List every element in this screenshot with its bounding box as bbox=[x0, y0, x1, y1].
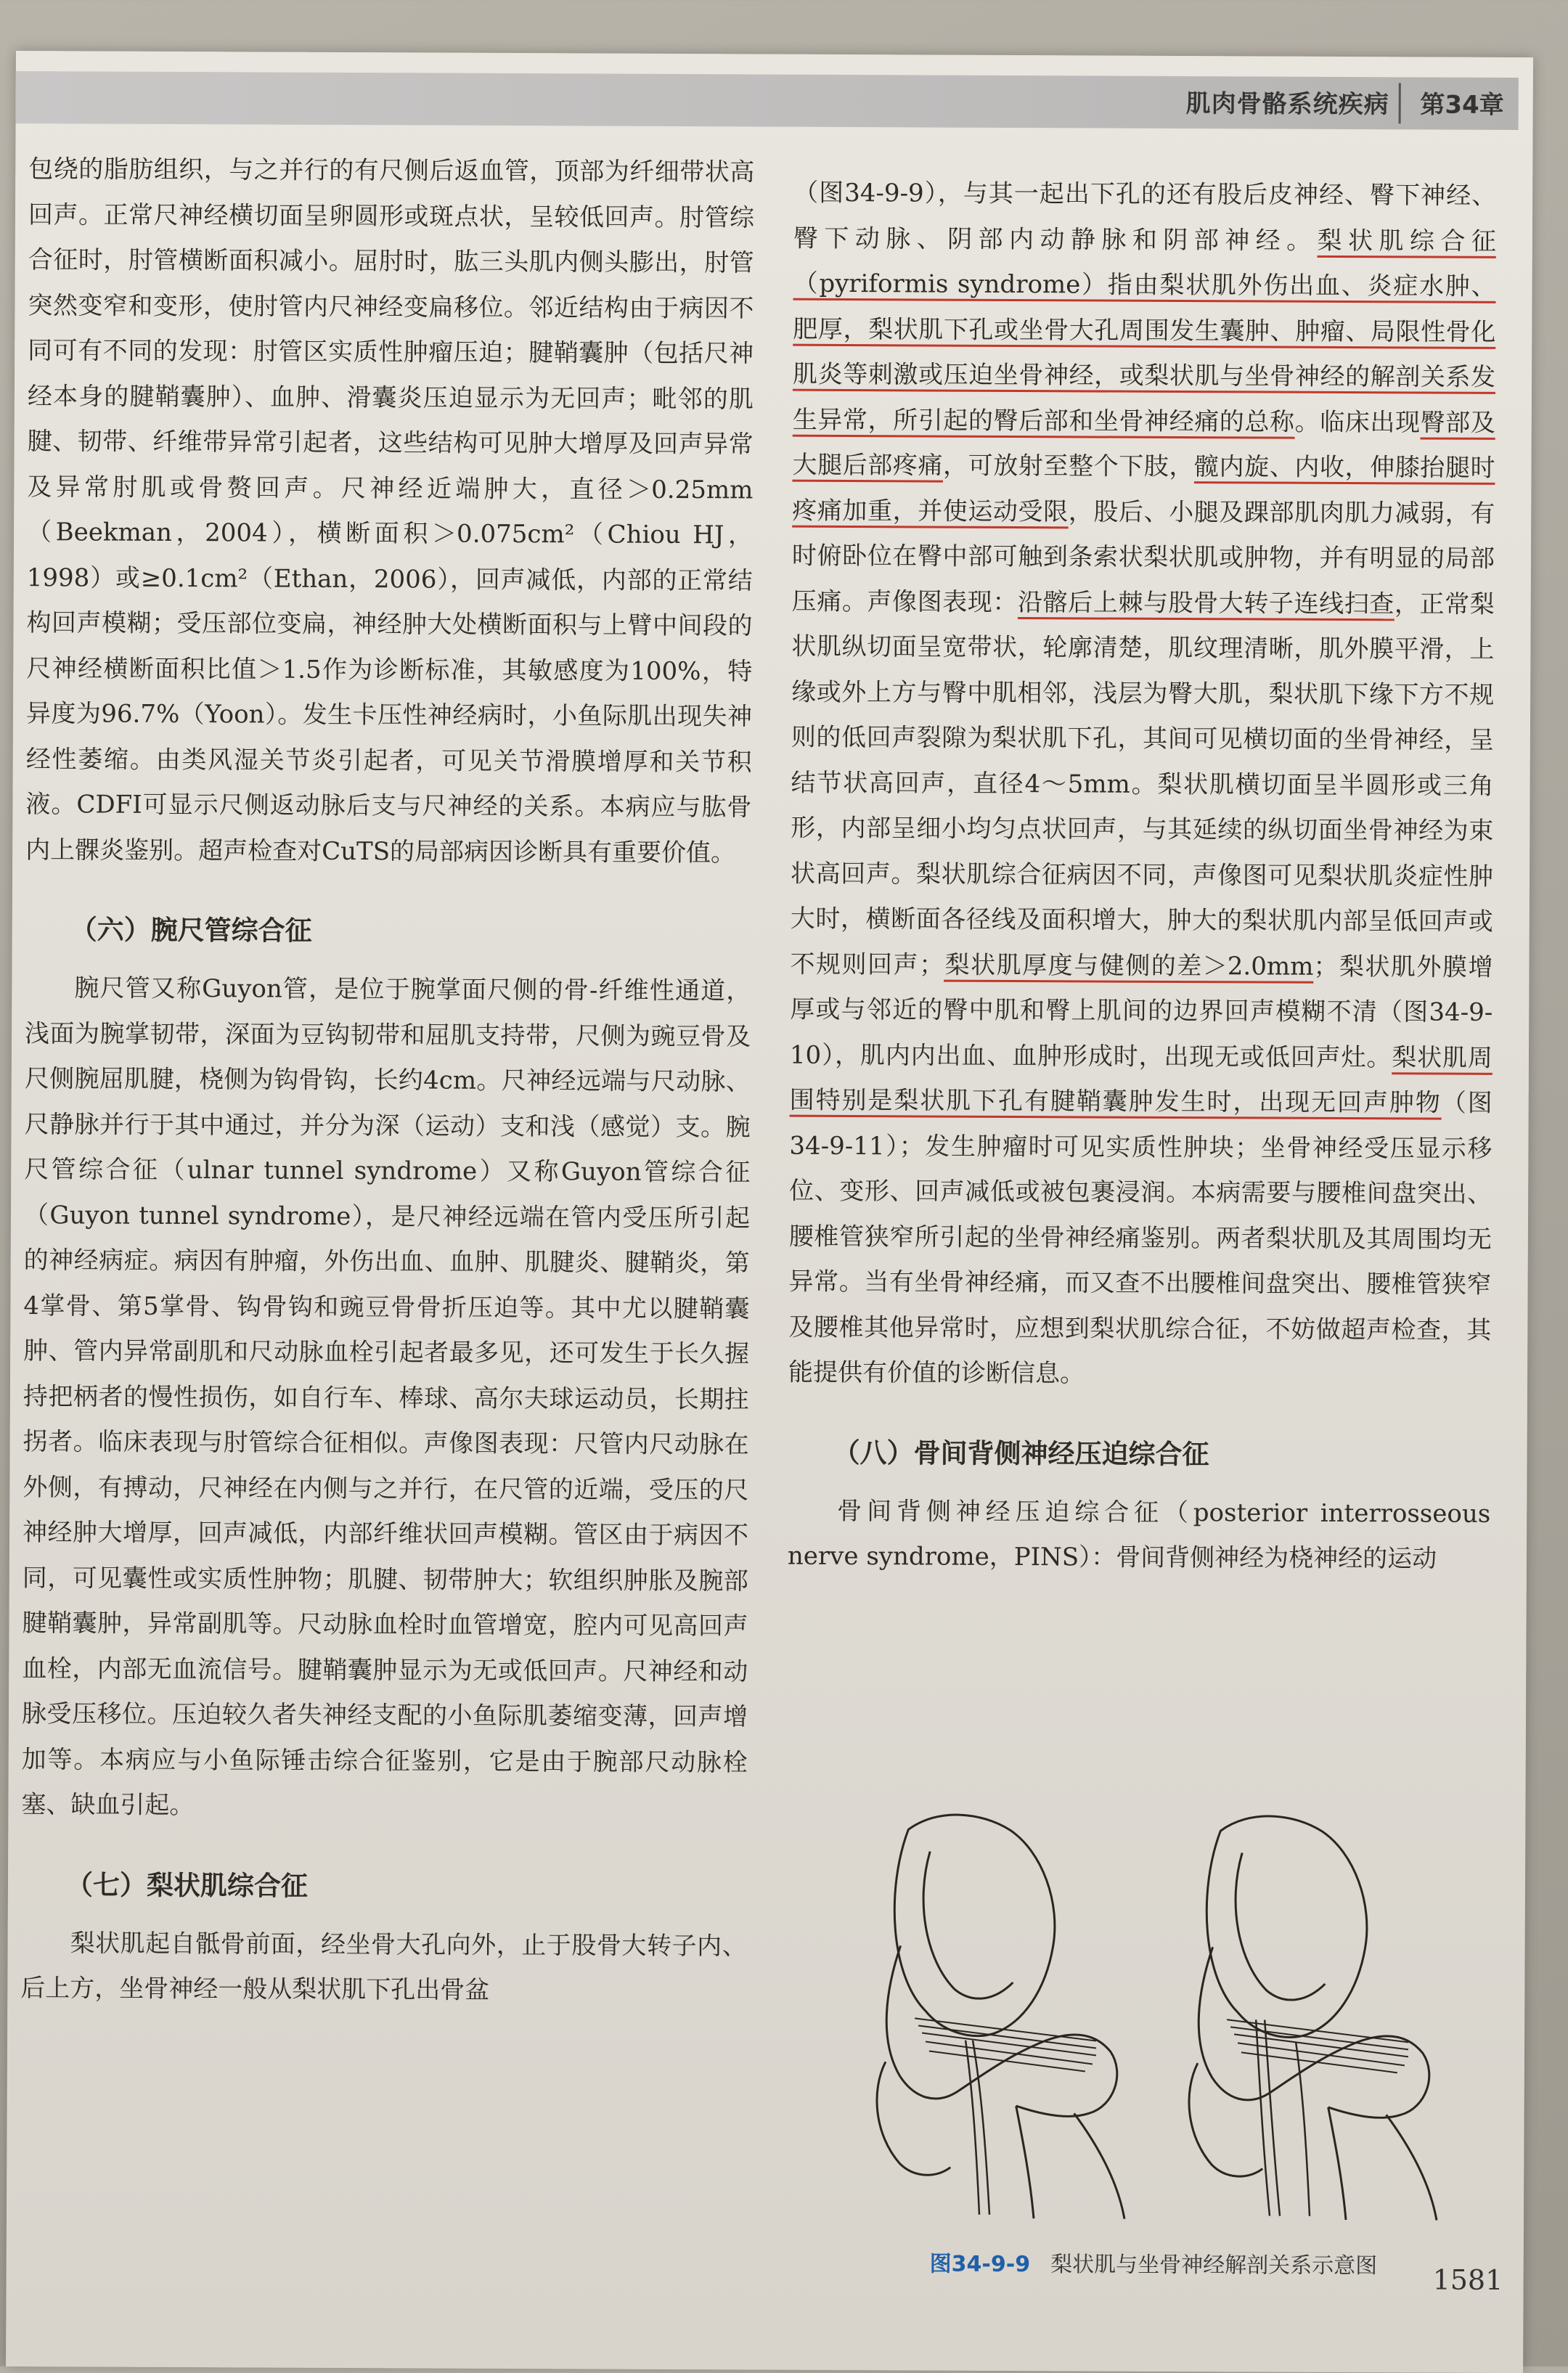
section-heading-8: （八）骨间背侧神经压迫综合征 bbox=[833, 1437, 1209, 1470]
right-paragraph-2: 骨间背侧神经压迫综合征（posterior interrosseous nerve syndrome，PINS）：骨间背侧神经为桡神经的运动 bbox=[787, 1496, 1491, 1574]
left-paragraph-2: 腕尺管又称Guyon管，是位于腕掌面尺侧的骨-纤维性通道，浅面为腕掌韧带，深面为豆钩韧带和屈肌支持带，尺侧为豌豆骨及尺侧腕屈肌腱，桡侧为钩骨钩，长约4cm。尺神经远端与尺动脉、尺静脉并行于其中通过，并分为深（运动）支和浅（感觉）支。腕尺管综合征（ulnar tunnel syndrome）又称Guyon管综合征（Guyon tunnel syndrome），是尺神经远端在管内受压所引起的神经病症。病因有肿瘤，外伤出血、血肿、肌腱炎、腱鞘炎，第4掌骨、第5掌骨、钩骨钩和豌豆骨骨折压迫等。其中尤以腱鞘囊肿、管内异常副肌和尺动脉血栓引起者最多见，还可发生于长久握持把柄者的慢性损伤，如自行车、棒球、高尔夫球运动员，长期拄拐者。临床表现与肘管综合征相似。声像图表现：尺管内尺动脉在外侧，有搏动，尺神经在内侧与之并行，在尺管的近端，受压的尺神经肿大增厚，回声减低，内部纤维状回声模糊。管区由于病因不同，可见囊性或实质性肿物；肌腱、韧带肿大；软组织肿胀及腕部腱鞘囊肿，异常副肌等。尺动脉血栓时血管增宽，腔内可见高回声血栓，内部无血流信号。腱鞘囊肿显示为无或低回声。尺神经和动脉受压移位。压迫较久者失神经支配的小鱼际肌萎缩变薄，回声增加等。本病应与小鱼际锤击综合征鉴别，它是由于腕部尺动脉栓塞、缺血引起。 bbox=[21, 973, 751, 1821]
left-column bbox=[20, 147, 754, 2014]
right-pelvis-drawing bbox=[1188, 1816, 1438, 2220]
text-run: （图34-9-9），与其一起出下孔的还有股后皮神经、臀下神经、臀下动脉、阴部内动静脉和阴部神经。 bbox=[793, 178, 1497, 256]
underlined-symptom: 臀部及大腿后部疼痛 bbox=[792, 407, 1495, 481]
right-column bbox=[788, 171, 1496, 1582]
underlined-finding: 梨状肌周围特别是梨状肌下孔有腱鞘囊肿发生时，出现无回声肿物 bbox=[789, 1042, 1493, 1118]
text-run: ，股后、小腿及踝部肌肉肌力减弱，有时俯卧位在臀中部可触到条索状梨状肌或肿物，并有明显的局部压痛。声像图表现： bbox=[791, 497, 1495, 617]
section-heading-6: （六）腕尺管综合征 bbox=[70, 914, 312, 947]
underlined-scan-method: 沿髂后上棘与股骨大转子连线扫查 bbox=[1017, 587, 1395, 618]
running-header bbox=[16, 71, 1519, 130]
book-page bbox=[6, 51, 1533, 2373]
text-run: ，可放射至整个下肢， bbox=[942, 451, 1195, 482]
figure-caption bbox=[930, 2246, 1378, 2280]
figure-caption-text: 梨状肌与坐骨神经解剖关系示意图 bbox=[1050, 2252, 1378, 2279]
right-paragraph-1 bbox=[788, 171, 1496, 1399]
page-number: 1581 bbox=[1432, 2263, 1503, 2296]
header-divider bbox=[1399, 83, 1401, 123]
figure-label: 图34-9-9 bbox=[929, 2251, 1031, 2278]
header-chapter-number: 第34章 bbox=[1420, 90, 1504, 120]
header-chapter-title: 肌肉骨骼系统疾病 bbox=[1185, 89, 1389, 120]
text-run: （图34-9-11）；发生肿瘤时可见实质性肿块；坐骨神经受压显示移位、变形、回声减低或被包裹浸润。本病需要与腰椎间盘突出、腰椎管狭窄所引起的坐骨神经痛鉴别。两者梨状肌及其周围均无异常。当有坐骨神经痛，而又查不出腰椎间盘突出、腰椎管狭窄及腰椎其他异常时，应想到梨状肌综合征，不妨做超声检查，其能提供有价值的诊断信息。 bbox=[788, 1088, 1493, 1389]
underlined-symptom-2: 髋内旋、内收，伸膝抬腿时疼痛加重，并使运动受限 bbox=[792, 452, 1495, 526]
left-pelvis-drawing bbox=[876, 1815, 1126, 2219]
underlined-criterion: 梨状肌厚度与健侧的差＞2.0mm bbox=[944, 950, 1314, 981]
section-heading-7: （七）梨状肌综合征 bbox=[65, 1868, 309, 1902]
underlined-definition: 梨状肌综合征（pyriformis syndrome）指由梨状肌外伤出血、炎症水肿、肥厚，梨状肌下孔或坐骨大孔周围发生囊肿、肿瘤、局限性骨化肌炎等刺激或压迫坐骨神经，或梨状肌与坐骨神经的解剖关系发生异常，所引起的臀后部和坐骨神经痛的总称 bbox=[792, 226, 1496, 437]
text-run: ；梨状肌外膜增厚或与邻近的臀中肌和臀上肌间的边界回声模糊不清（图34-9-10），肌内内出血、血肿形成时，出现无或低回声灶。 bbox=[789, 952, 1493, 1072]
left-paragraph-3: 梨状肌起自骶骨前面，经坐骨大孔向外，止于股骨大转子内、后上方，坐骨神经一般从梨状肌下孔出骨盆 bbox=[20, 1928, 747, 2005]
left-paragraph-1: 包绕的脂肪组织，与之并行的有尺侧后返血管，顶部为纤细带状高回声。正常尺神经横切面呈卵圆形或斑点状，呈较低回声。肘管综合征时，肘管横断面积减小。屈肘时，肱三头肌内侧头膨出，肘管突然变窄和变形，使肘管内尺神经变扁移位。邻近结构由于病因不同可有不同的发现：肘管区实质性肿瘤压迫；腱鞘囊肿（包括尺神经本身的腱鞘囊肿）、血肿、滑囊炎压迫显示为无回声；毗邻的肌腱、韧带、纤维带异常引起者，这些结构可见肿大增厚及回声异常及异常肘肌或骨赘回声。尺神经近端肿大，直径＞0.25mm（Beekman，2004），横断面积＞0.075cm²（Chiou HJ，1998）或≥0.1cm²（Ethan，2006），回声减低，内部的正常结构回声模糊；受压部位变扁，神经肿大处横断面积与上臂中间段的尺神经横断面积比值＞1.5作为诊断标准，其敏感度为100%，特异度为96.7%（Yoon）。发生卡压性神经病时，小鱼际肌出现失神经性萎缩。由类风湿关节炎引起者，可见关节滑膜增厚和关节积液。CDFI可显示尺侧返动脉后支与尺神经的关系。本病应与肱骨内上髁炎鉴别。超声检查对CuTS的局部病因诊断具有重要价值。 bbox=[25, 155, 755, 867]
anatomy-figure bbox=[856, 1800, 1482, 2224]
text-run: 。临床出现 bbox=[1294, 407, 1421, 437]
text-run: ，正常梨状肌纵切面呈宽带状，轮廓清楚，肌纹理清晰，肌外膜平滑，上缘或外上方与臀中肌相邻，浅层为臀大肌，梨状肌下缘下方不规则的低回声裂隙为梨状肌下孔，其间可见横切面的坐骨神经，呈结节状高回声，直径4～5mm。梨状肌横切面呈半圆形或三角形，内部呈细小均匀点状回声，与其延续的纵切面坐骨神经为束状高回声。梨状肌综合征病因不同，声像图可见梨状肌炎症性肿大时，横断面各径线及面积增大，肿大的梨状肌内部呈低回声或不规则回声； bbox=[790, 589, 1495, 980]
pelvis-illustration bbox=[856, 1800, 1482, 2224]
